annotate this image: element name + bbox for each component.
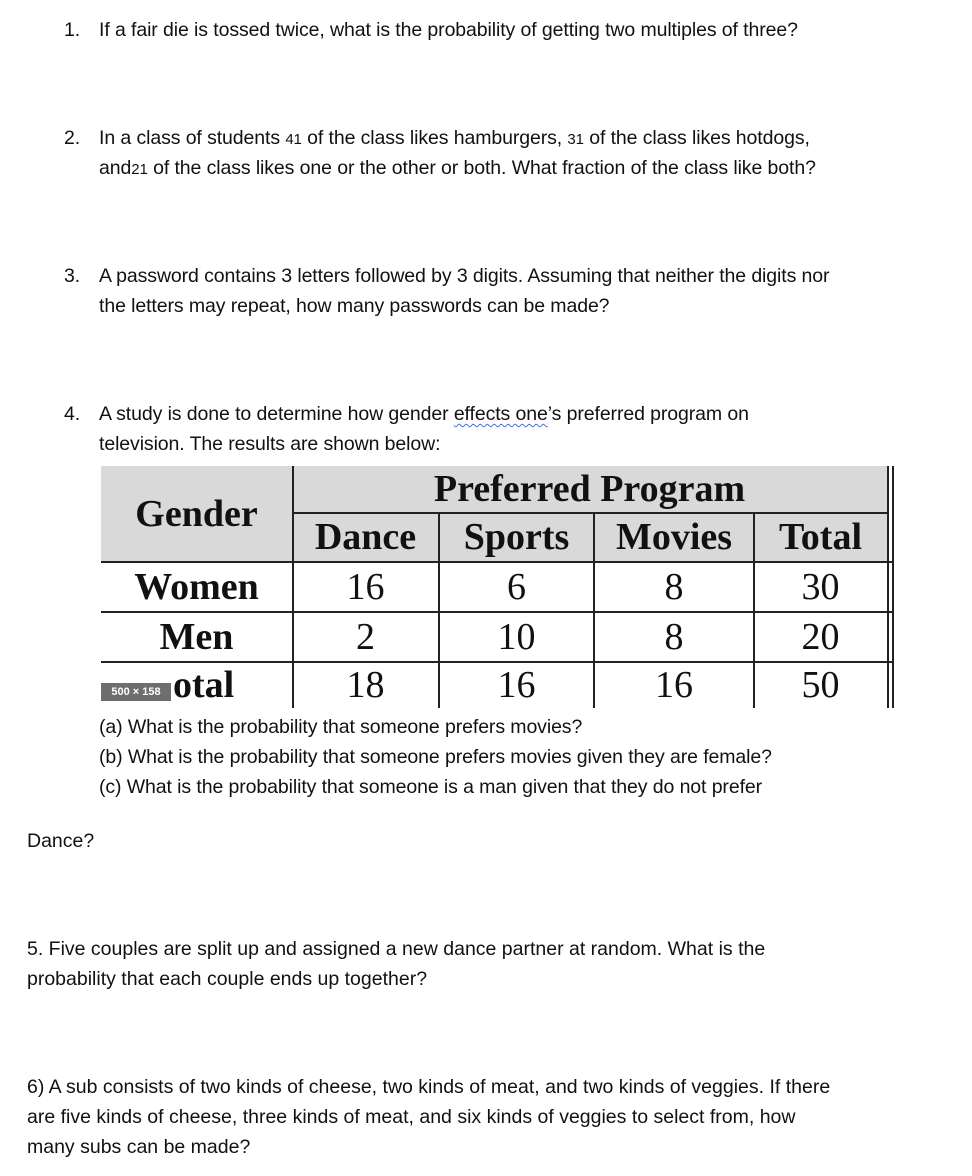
col-header-movies: Movies [594,512,754,562]
fraction-hotdogs: 31 [567,131,584,148]
table-rule [753,512,755,708]
table-rule [438,512,440,708]
question-2-text-part: In a class of students [99,127,286,149]
question-5-line-1: 5. Five couples are split up and assigned a new dance partner at random. What is the [27,938,766,960]
question-6-line-2: are five kinds of cheese, three kinds of meat, and six kinds of veggies to select from, how [27,1106,796,1128]
cell-men-dance: 2 [356,616,375,658]
question-1-number: 1. [64,19,81,41]
col-header-dance: Dance [292,512,439,562]
question-3-line-2: the letters may repeat, how many passwords can be made? [99,295,610,317]
cell-men-total: 20 [801,616,840,658]
fraction-hamburgers: 41 [285,131,302,148]
question-2-text-part: and [99,157,132,179]
preferred-program-table [101,466,897,708]
table-rule [101,661,894,663]
cell-total-total: 50 [801,664,840,706]
question-6-line-3: many subs can be made? [27,1136,251,1158]
image-size-badge: 500 × 158 [101,683,171,701]
question-4a: (a) What is the probability that someone prefers movies? [99,716,583,738]
table-rule [887,466,889,708]
cell-men-sports: 10 [497,616,536,658]
question-4c-continued: Dance? [27,830,95,852]
question-4-text-part: ’s preferred program on [547,403,749,425]
question-4-number: 4. [64,403,81,425]
col-header-total: Total [754,512,887,562]
question-3-line-1: A password contains 3 letters followed by 3 digits. Assuming that neither the digits nor [99,265,830,287]
table-rule [292,466,294,708]
question-6-line-1: 6) A sub consists of two kinds of cheese, two kinds of meat, and two kinds of veggies. If there [27,1076,831,1098]
cell-total-sports: 16 [497,664,536,706]
table-rule [292,512,889,514]
question-4-line-1 [99,399,749,429]
question-2-text-part: of the class likes hotdogs, [583,127,810,149]
cell-women-movies: 8 [664,566,684,608]
question-2-text-part: of the class likes hamburgers, [301,127,568,149]
cell-total-dance: 18 [346,664,385,706]
gender-header: Gender [101,466,292,562]
question-3-number: 3. [64,265,81,287]
program-header: Preferred Program [292,466,887,512]
question-2-line-1 [99,123,810,155]
question-2-line-2 [99,153,816,185]
cell-women-total: 30 [801,566,840,608]
fraction-either: 21 [131,161,148,178]
question-4c: (c) What is the probability that someone is a man given that they do not prefer [99,776,763,798]
cell-women-sports: 6 [507,566,526,608]
question-1-text: If a fair die is tossed twice, what is the probability of getting two multiples of three? [99,19,798,41]
cell-women-dance: 16 [346,566,385,608]
cell-men-movies: 8 [664,616,684,658]
row-label-men: Men [159,616,234,658]
question-2-number: 2. [64,127,81,149]
row-label-women: Women [134,566,259,608]
row-label-total-text: otal [173,664,235,706]
question-5-line-2: probability that each couple ends up together? [27,968,428,990]
table-rule [892,466,894,708]
table-rule [593,512,595,708]
col-header-sports: Sports [439,512,594,562]
question-4-text-part: A study is done to determine how gender [99,403,454,425]
spellcheck-underlined-text: effects one [453,403,548,425]
table-rule [101,611,894,613]
question-4-line-2: television. The results are shown below: [99,433,441,455]
question-2-text-part: of the class likes one or the other or both. What fraction of the class like both? [147,157,816,179]
table-rule [101,561,894,563]
question-4b: (b) What is the probability that someone prefers movies given they are female? [99,746,772,768]
cell-total-movies: 16 [655,664,693,706]
